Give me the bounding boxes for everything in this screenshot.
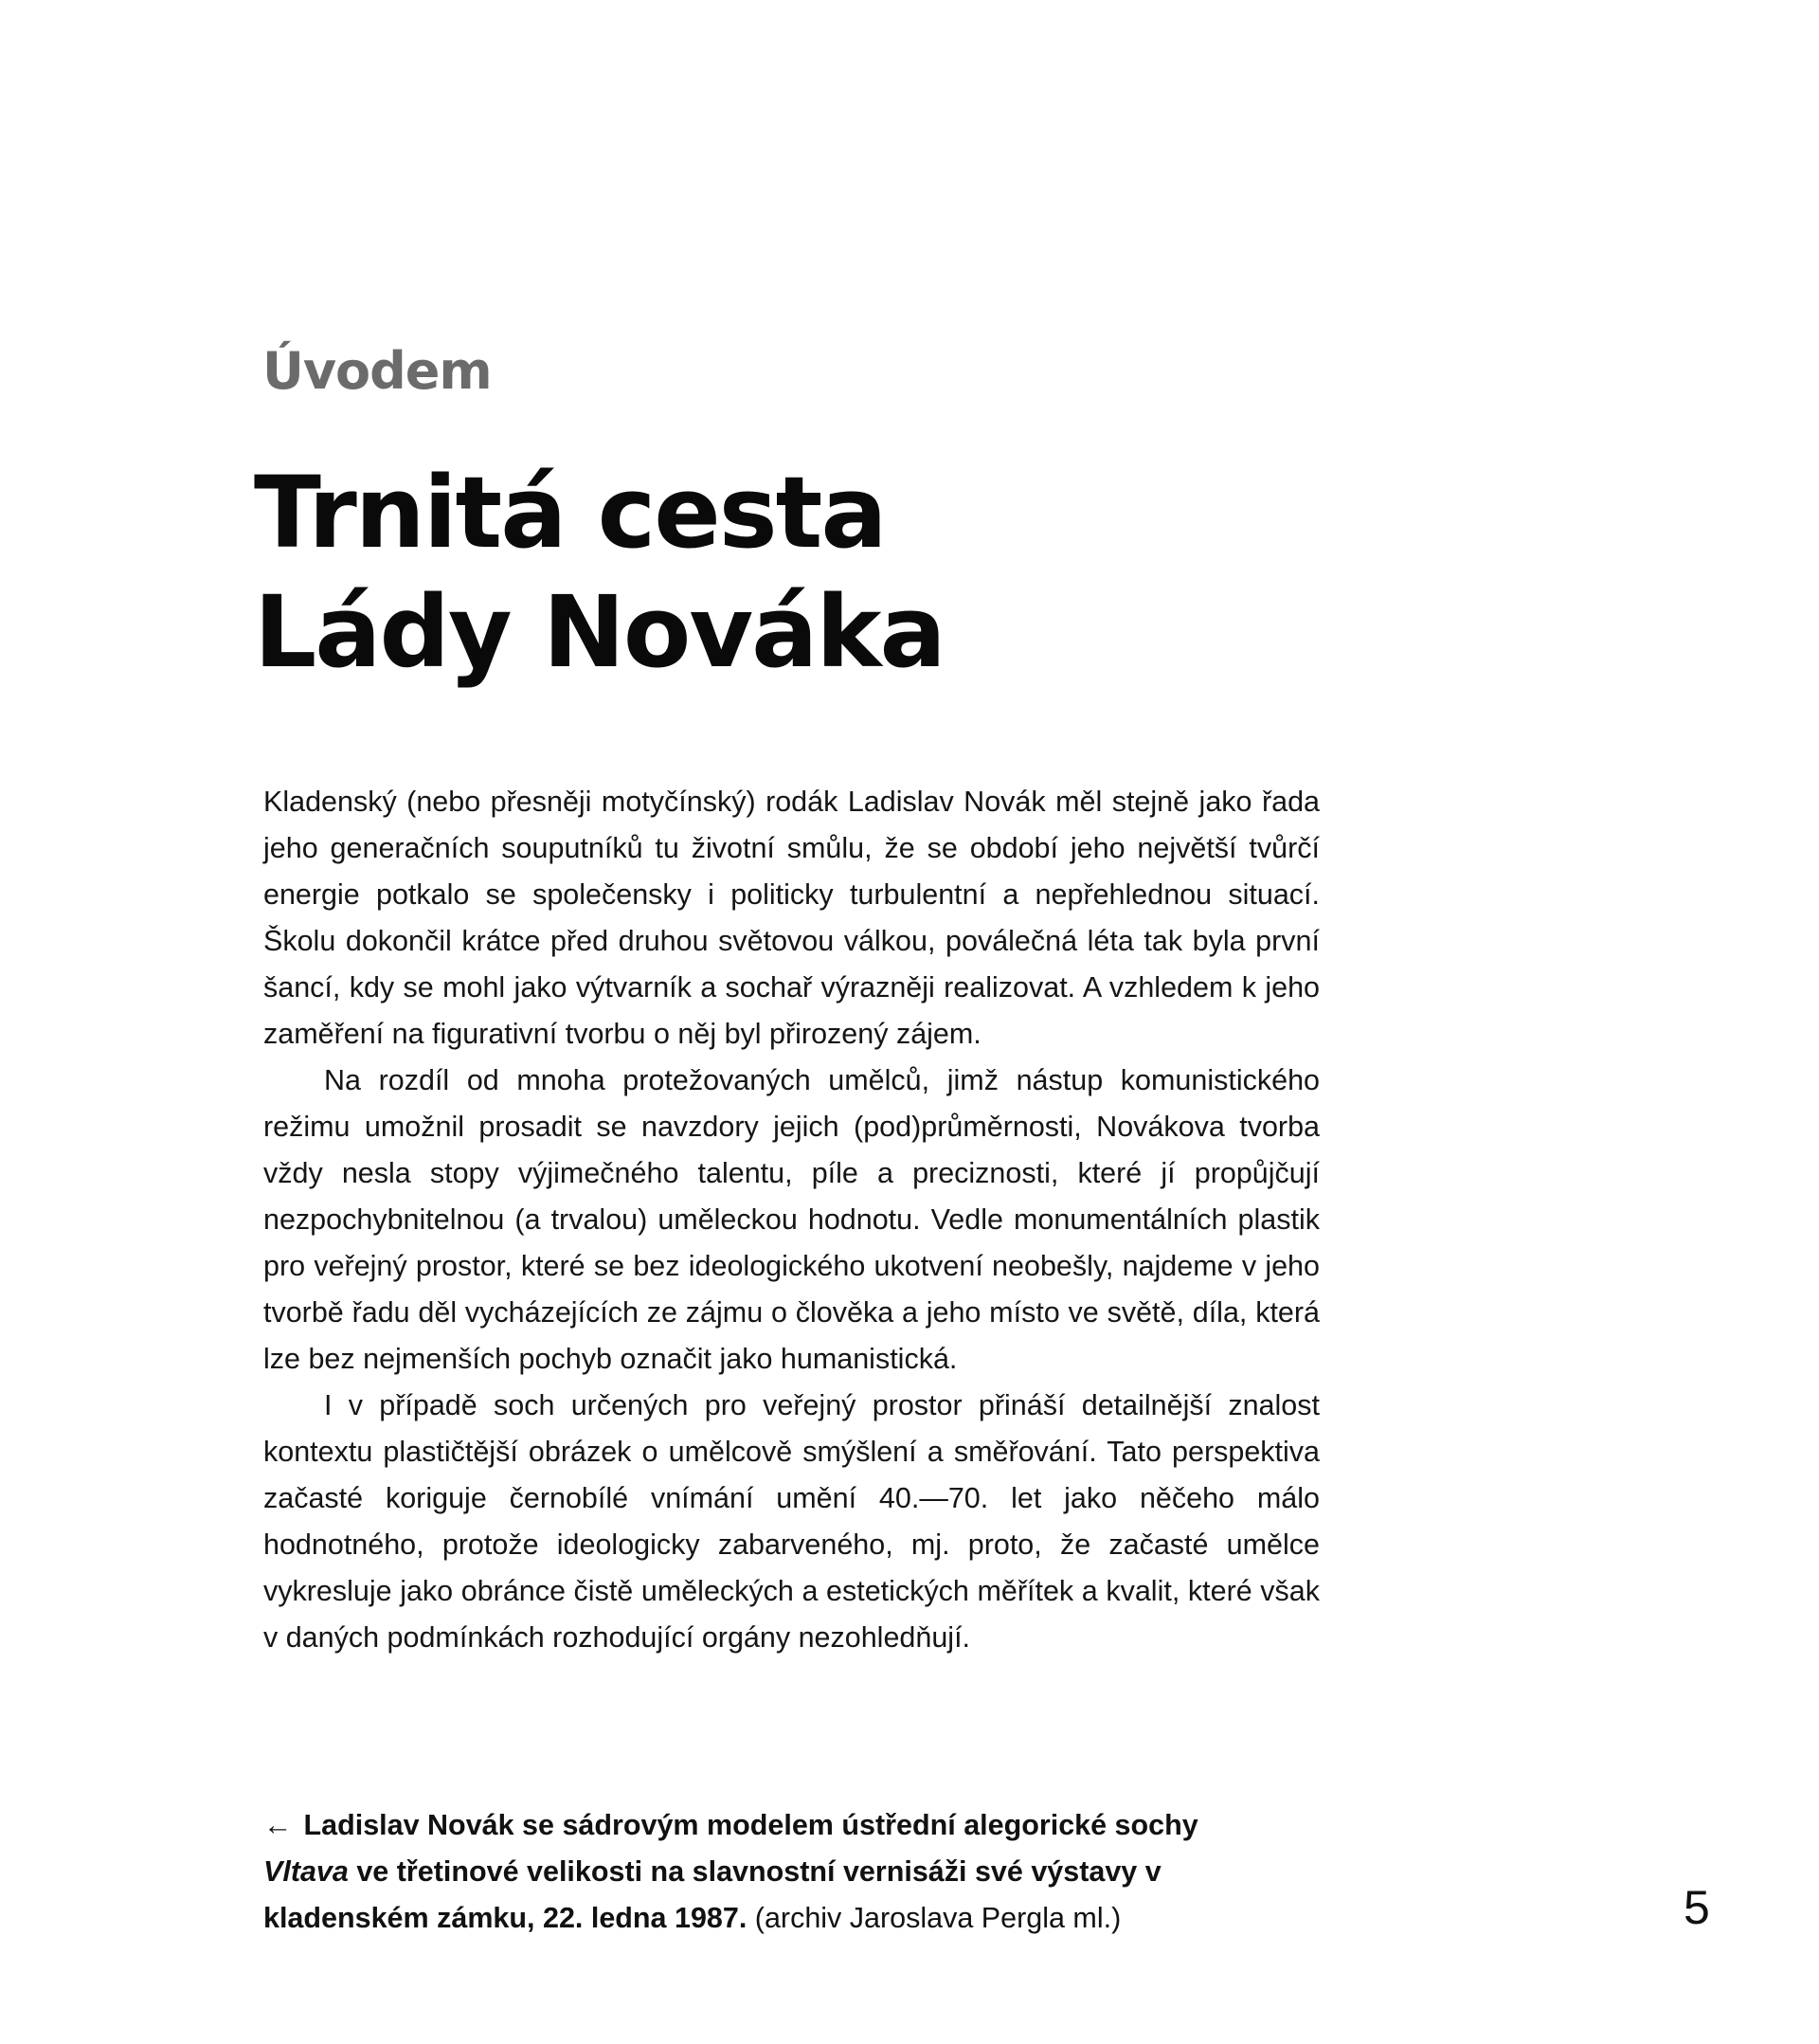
- caption-text-1: Ladislav Novák se sádrovým modelem ústřední alegorické sochy: [303, 1809, 1198, 1841]
- page-number: 5: [1684, 1881, 1710, 1934]
- arrow-left-icon: ←: [263, 1809, 293, 1841]
- paragraph-1: Kladenský (nebo přesněji motyčínský) rodák Ladislav Novák měl stejně jako řada jeho generačních souputníků tu životní smůlu, že se období jeho největší tvůrčí energie potkalo se společensky i politicky turbulentní a nepřehlednou situací. Školu dokončil krátce před druhou světovou válkou, poválečná léta tak byla první šancí, kdy se mohl jako výtvarník a sochař výrazněji realizovat. A vzhledem k jeho zaměření na figurativní tvorbu o něj byl přirozený zájem.: [263, 786, 1320, 1050]
- caption-credit: (archiv Jaroslava Pergla ml.): [747, 1902, 1122, 1934]
- paragraph-3: I v případě soch určených pro veřejný prostor přináší detailnější znalost kontextu plastičtější obrázek o umělcově smýšlení a směřování. Tato perspektiva začasté koriguje černobílé vnímání umění 40.—70. let jako něčeho málo hodnotného, protože ideologicky zabarveného, mj. proto, že začasté umělce vykresluje jako obránce čistě uměleckých a estetických měřítek a kvalit, které však v daných podmínkách rozhodující orgány nezohledňují.: [263, 1389, 1320, 1654]
- page-title: [254, 453, 945, 692]
- title-line-2: Lády Nováka: [254, 574, 945, 690]
- caption-text-2: ve třetinové velikosti na slavnostní vernisáži své výstavy v kladenském zámku, 22. ledna 1987.: [263, 1855, 1162, 1934]
- caption-artwork-title: Vltava: [263, 1855, 349, 1888]
- paragraph-2: Na rozdíl od mnoha protežovaných umělců, jimž nástup komunistického režimu umožnil prosadit se navzdory jejich (pod)průměrnosti, Novákova tvorba vždy nesla stopy výjimečného talentu, píle a preciznosti, které jí propůjčují nezpochybnitelnou (a trvalou) uměleckou hodnotu. Vedle monumentálních plastik pro veřejný prostor, které se bez ideologického ukotvení neobešly, najdeme v jeho tvorbě řadu děl vycházejících ze zájmu o člověka a jeho místo ve světě, díla, která lze bez nejmenších pochyb označit jako humanistická.: [263, 1064, 1320, 1375]
- photo-caption: [263, 1802, 1287, 1942]
- title-line-1: Trnitá cesta: [254, 455, 886, 570]
- body-text: [263, 779, 1320, 1661]
- section-kicker: Úvodem: [262, 341, 492, 401]
